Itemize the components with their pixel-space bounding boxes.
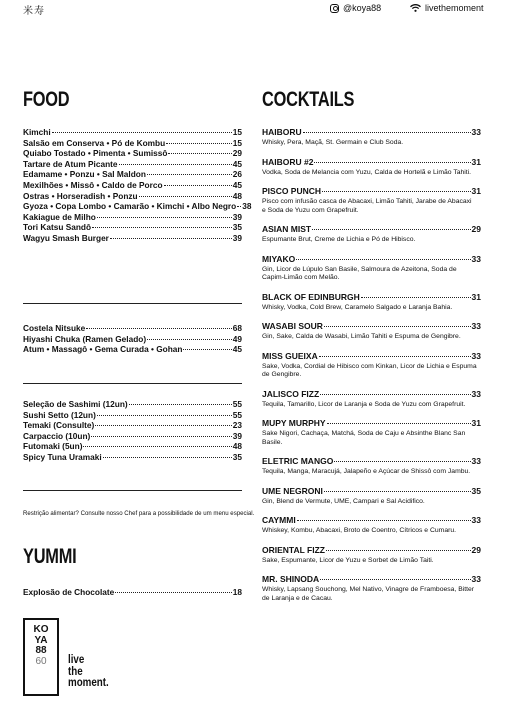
menu-item [23,344,242,355]
menu-item [23,148,242,159]
cocktail-header [262,389,481,399]
cocktail-name: MR. SHINODA [262,574,320,584]
dot-leader [119,164,232,165]
cocktail-header [262,292,481,302]
menu-item-name: Temaki (Consulte) [23,420,95,431]
dot-leader [115,592,231,593]
cocktail-description: Tequila, Manga, Maracujá, Jalapeño e Açúcar de Shissô com Jambu. [262,468,471,475]
cocktail-description: Vodka, Soda de Melancia com Yuzu, Calda de Hortelã e Limão Tahiti. [262,168,472,176]
cocktail-header [262,574,481,584]
menu-item-price: 26 [232,169,242,180]
cocktail-name: ASIAN MIST [262,224,312,234]
cocktail-header [262,186,481,196]
cocktail-header [262,486,481,496]
menu-item-name: Tori Katsu Sandô [23,222,92,233]
dot-leader [361,297,471,298]
food-list-2 [23,323,242,355]
menu-item [23,222,242,233]
dot-leader [147,174,232,175]
cocktail-price: 29 [471,224,481,234]
cocktail-item [262,418,481,447]
dot-leader [83,446,231,447]
cocktail-header [262,224,481,234]
instagram-link[interactable] [330,3,381,13]
menu-item-price: 49 [232,333,242,344]
cocktail-header [262,127,481,137]
dot-leader [147,339,232,340]
dot-leader [52,132,232,133]
cocktail-description: Gin, Blend de Vermute, UME, Campari e Sal Acidifico. [262,497,425,505]
cocktail-description: Tequila, Tamarillo, Licor de Laranja e Soda de Yuzu com Grapefruit. [262,400,466,408]
menu-item-price: 45 [232,158,242,169]
cocktail-item [262,574,481,603]
cocktail-description: Whisky, Lapsang Souchong, Mel Nativo, Vinagre de Framboesa, Bitter de Laranja e de Cacau. [262,586,475,602]
cocktail-price: 31 [471,156,481,167]
cocktail-item [262,486,481,507]
dot-leader [110,238,232,239]
menu-item-name: Mexilhões • Missô • Caldo de Porco [23,179,163,190]
menu-item-price: 15 [232,127,242,137]
divider [23,303,242,304]
menu-item-name: Costela Nitsuke [23,323,86,333]
cocktail-item [262,127,481,148]
cocktail-name: HAIBORU #2 [262,156,314,167]
menu-item-price: 39 [232,430,242,441]
dot-leader [183,349,231,350]
website-link[interactable] [410,3,484,13]
cocktail-description: Whisky, Pera, Maçã, St. Germain e Club Soda. [262,139,404,146]
menu-item [23,169,242,180]
dot-leader [314,162,470,163]
cocktail-name: MUPY MURPHY [262,418,326,428]
cocktail-name: BLACK OF EDINBURGH [262,291,360,302]
menu-item-price: 23 [232,420,242,431]
cocktail-description: Gin, Sake, Calda de Wasabi, Limão Tahiti e Espuma de Gengibre. [262,333,461,340]
cocktail-header [262,418,481,428]
divider [23,490,242,491]
dot-leader [312,229,470,230]
menu-item-name: Ostras • Horseradish • Ponzu [23,190,138,201]
cocktail-price: 31 [471,418,481,428]
cocktail-price: 29 [471,544,481,555]
cocktail-name: CAYMMI [262,515,296,525]
cocktail-item [262,351,481,380]
dot-leader [319,356,471,357]
menu-item-name: Quiabo Tostado • Pimenta • Sumissô [23,148,168,159]
menu-item-name: Explosão de Chocolate [23,587,115,597]
dot-leader [129,404,232,405]
dot-leader [327,423,471,424]
dot-leader [326,550,471,551]
cocktail-header [262,321,481,331]
menu-item [23,180,242,191]
cocktail-item [262,321,481,342]
food-list-1 [23,127,252,244]
menu-item-price: 68 [232,323,242,333]
menu-item [23,233,242,244]
cocktail-name: MIYAKO [262,253,296,264]
menu-item [23,201,252,212]
cocktail-item [262,292,481,313]
menu-item [23,323,242,334]
dot-leader [103,457,232,458]
cocktail-list [262,127,481,612]
cocktail-header [262,515,481,525]
menu-item-name: Spicy Tuna Uramaki [23,451,102,462]
menu-item-name: Seleção de Sashimi (12un) [23,399,128,409]
tagline: live the moment. [68,654,109,689]
menu-item-name: Salsão em Conserva • Pó de Kombu [23,137,166,148]
instagram-icon [330,4,339,13]
menu-item-name: Futomaki (5un) [23,441,83,452]
cocktail-price: 33 [471,574,481,584]
menu-item [23,212,242,223]
dot-leader [92,227,232,228]
menu-item [23,138,242,149]
menu-item [23,587,242,598]
cocktail-name: WASABI SOUR [262,321,323,331]
cocktail-name: JALISCO FIZZ [262,388,320,399]
dot-leader [322,191,470,192]
menu-item-price: 35 [232,451,242,462]
cocktail-price: 33 [471,350,481,361]
menu-item-price: 35 [232,222,242,233]
dot-leader [324,326,471,327]
cocktail-name: UME NEGRONI [262,485,323,496]
menu-item-price: 55 [232,409,242,420]
cocktail-price: 33 [471,127,481,137]
cocktail-price: 33 [471,253,481,264]
dot-leader [164,185,232,186]
cocktail-item [262,157,481,178]
divider [23,383,242,384]
cocktail-item [262,224,481,245]
dietary-note: Restrição alimentar? Consulte nosso Chef para a possibilidade de um menu especial. [23,510,255,517]
food-list-3 [23,399,242,463]
menu-item [23,431,242,442]
cocktail-item [262,186,481,215]
cocktail-item [262,545,481,566]
menu-item [23,452,242,463]
cocktail-header [262,351,481,361]
cocktail-header [262,545,481,555]
dot-leader [168,153,231,154]
cocktail-name: PISCO PUNCH [262,186,322,196]
menu-item [23,420,242,431]
dot-leader [91,436,231,437]
menu-item-price: 38 [242,201,252,212]
menu-item-name: Sushi Setto (12un) [23,409,96,420]
cocktail-price: 33 [471,388,481,399]
menu-item [23,334,242,345]
menu-item-price: 48 [232,441,242,452]
cocktail-header [262,157,481,167]
menu-item-price: 39 [232,211,242,222]
dot-leader [320,579,470,580]
brand-kanji: 米寿 [23,6,45,17]
menu-item-name: Atum • Massagô • Gema Curada • Gohan [23,344,183,355]
menu-item [23,441,242,452]
cocktail-header [262,254,481,264]
dot-leader [320,394,470,395]
cocktail-item [262,456,481,477]
menu-item-name: Kakiague de Milho [23,211,96,222]
cocktail-description: Gin, Licor de Lúpulo San Basile, Salmoura de Azeitona, Soda de Capim-Limão com Melão. [262,265,457,281]
dot-leader [237,206,241,207]
cocktail-name: HAIBORU [262,127,302,137]
dot-leader [97,415,232,416]
cocktail-item [262,515,481,536]
cocktail-item [262,389,481,410]
cocktail-name: ORIENTAL FIZZ [262,544,325,555]
menu-item-price: 39 [232,232,242,243]
menu-item-name: Hiyashi Chuka (Ramen Gelado) [23,333,147,344]
cocktail-price: 33 [471,515,481,525]
menu-item-price: 29 [232,148,242,159]
menu-item [23,127,242,138]
cocktail-price: 31 [471,291,481,302]
dot-leader [97,217,232,218]
cocktail-description: Sake, Vodka, Cordial de Hibisco com Kinkan, Licor de Lichia e Espuma de Gengibre. [262,362,477,378]
dot-leader [324,491,471,492]
dot-leader [86,328,232,329]
cocktail-description: Whiskey, Kombu, Abacaxi, Broto de Coentro, Cítricos e Cumaru. [262,527,457,534]
instagram-handle: @koya88 [343,3,382,13]
cocktail-description: Sake, Espumante, Licor de Yuzu e Sorbet de Limão Taiti. [262,556,434,564]
cocktails-title: COCKTAILS [262,88,355,111]
cocktail-price: 35 [471,485,481,496]
cocktail-header [262,456,481,466]
dot-leader [95,425,231,426]
dot-leader [334,461,470,462]
menu-item-name: Wagyu Smash Burger [23,232,109,243]
cocktail-price: 31 [471,186,481,196]
menu-item-name: Carpaccio (10un) [23,430,91,441]
cocktail-description: Sake Nigori, Cachaça, Matchá, Soda de Caju e Absinthe Blanc San Basile. [262,430,466,446]
menu-item-name: Gyoza • Copa Lombo • Camarão • Kimchi • Albo Negro [23,201,237,212]
menu-item-price: 55 [232,399,242,409]
menu-item-name: Edamame • Ponzu • Sal Maldon [23,169,146,180]
menu-item-price: 15 [232,137,242,148]
menu-item [23,159,242,170]
menu-item-name: Kimchi [23,127,51,137]
dot-leader [296,259,470,260]
food-title: FOOD [23,88,70,111]
menu-item-price: 45 [232,179,242,190]
top-bar [0,0,505,20]
menu-item-price: 48 [232,190,242,201]
website-text: livethemoment [425,3,484,13]
menu-item [23,191,242,202]
wifi-icon [410,4,421,12]
cocktail-description: Espumante Brut, Creme de Lichia e Pó de Hibisco. [262,236,416,243]
cocktail-item [262,254,481,283]
cocktail-description: Pisco com infusão casca de Abacaxi, Limão Tahiti, Jarabe de Abacaxi e Soda de Yuzu com Grapefruit. [262,198,472,214]
menu-item-price: 18 [232,587,242,597]
koya-logo: KO YA 88 60 [23,618,59,696]
menu-item [23,399,242,410]
dot-leader [303,132,471,133]
cocktail-description: Whisky, Vodka, Cold Brew, Caramelo Salgado e Laranja Bahia. [262,303,453,311]
cocktail-name: MISS GUEIXA [262,350,318,361]
yummi-list [23,587,242,598]
cocktail-price: 33 [471,321,481,331]
menu-item-price: 45 [232,344,242,355]
dot-leader [297,520,471,521]
yummi-title: YUMMI [23,545,77,568]
cocktail-price: 33 [471,456,481,466]
menu-item [23,410,242,421]
menu-item-name: Tartare de Atum Picante [23,158,118,169]
dot-leader [139,196,232,197]
dot-leader [166,143,232,144]
cocktail-name: ELETRIC MANGO [262,456,334,466]
